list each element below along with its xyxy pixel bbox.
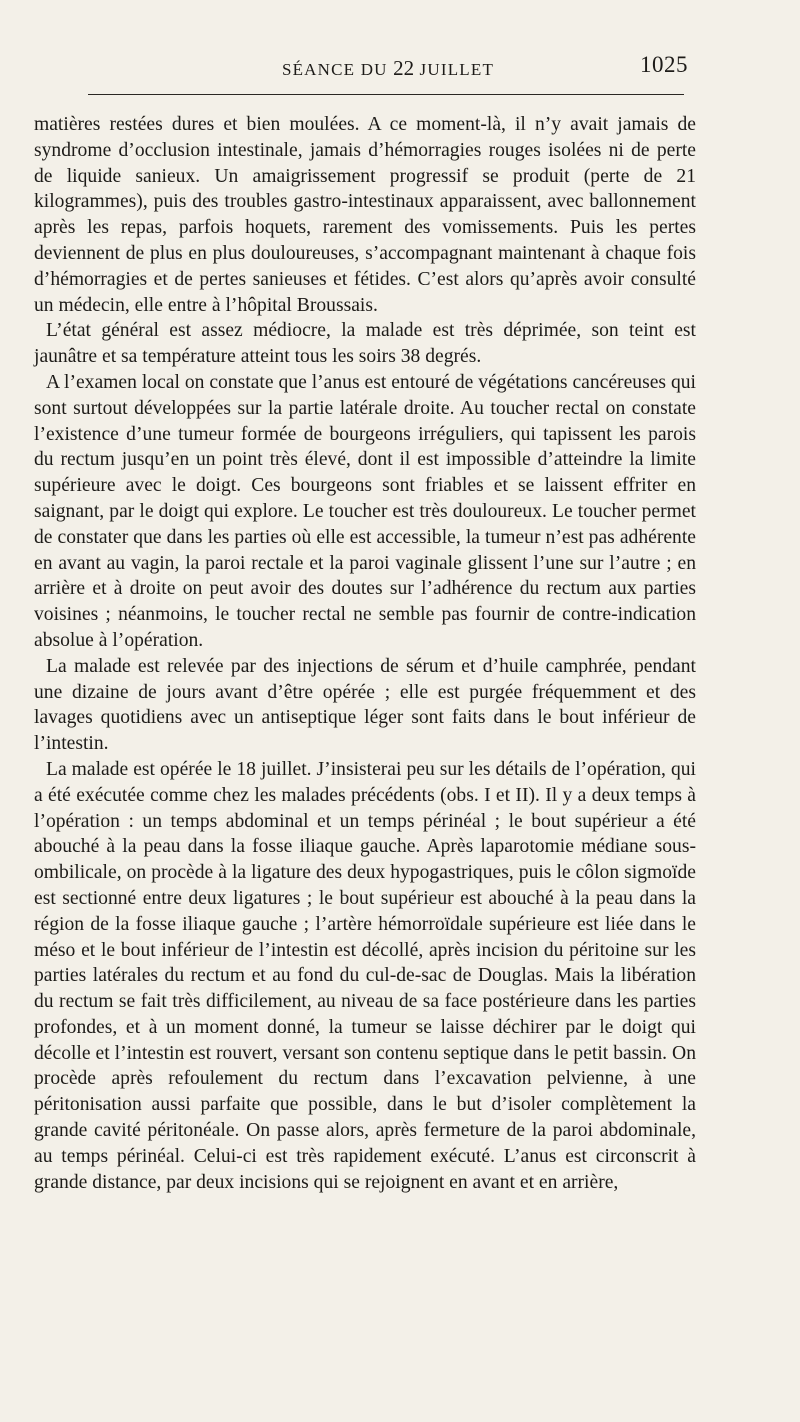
paragraph-4: La malade est relevée par des injections de sérum et d’huile camphrée, pendant une dizaine de jours avant d’être opérée ; elle est purgée fréquemment et des lavages quotidiens avec un antiseptique léger sont faits dans le bout inférieur de l’intestin. xyxy=(34,655,696,755)
title-day: 22 xyxy=(393,56,415,80)
paragraph-5: La malade est opérée le 18 juillet. J’insisterai peu sur les détails de l’opération, qui a été exécutée comme chez les malades précédents (obs. I et II). Il y a deux temps à l’opération : un temps abdominal et un temps périnéal ; le bout supérieur a été abouché à la peau dans la fosse iliaque gauche. Après laparotomie médiane sous-ombilicale, on procède à la ligature des deux hypogastriques, puis le côlon sigmoïde est sectionné entre deux ligatures ; le bout supérieur est abouché à la peau dans la région de la fosse iliaque gauche ; l’artère hémorroïdale supérieure est liée dans le méso et le bout inférieur de l’intestin est décollé, après incision du péritoine sur les parties latérales du rectum et au fond du cul-de-sac de Douglas. Mais la libération du rectum se fait très difficilement, au niveau de sa face postérieure dans les parties profondes, et à un moment donné, la tumeur se laisse déchirer par le doigt qui décolle et l’intestin est rouvert, versant son contenu septique dans le petit bassin. On procède après refoulement du rectum dans l’excavation pelvienne, à une péritonisation aussi parfaite que possible, dans le but d’isoler complètement la grande cavité péritonéale. On passe alors, après fermeture de la paroi abdominale, au temps périnéal. Celui-ci est très rapidement exécuté. L’anus est circonscrit à grande distance, par deux incisions qui se rejoignent en avant et en arrière, xyxy=(34,758,696,1193)
paragraph-3: A l’examen local on constate que l’anus est entouré de végétations cancéreuses qui sont surtout développées sur la partie latérale droite. Au toucher rectal on constate l’existence d’une tumeur formée de bourgeons irréguliers, qui tapissent les parois du rectum jusqu’en un point très élevé, dont il est impossible d’atteindre la limite supérieure avec le doigt. Ces bourgeons sont friables et se laissent effriter en saignant, par le doigt qui explore. Le toucher est très douloureux. Le toucher permet de constater que dans les parties où elle est accessible, la tumeur n’est pas adhérente en avant au vagin, la paroi rectale et la paroi vaginale glissent l’une sur l’autre ; en arrière et à droite on peut avoir des doutes sur l’adhérence du rectum aux parties voisines ; néanmoins, le toucher rectal ne semble pas fournir de contre-indication absolue à l’opération. xyxy=(34,371,696,651)
paragraph-2: L’état général est assez médiocre, la malade est très déprimée, son teint est jaunâtre et sa température atteint tous les soirs 38 degrés. xyxy=(34,320,696,368)
title-prefix: SÉANCE DU xyxy=(281,60,394,79)
title-suffix: JUILLET xyxy=(414,60,495,79)
body-text xyxy=(34,112,696,1195)
header-rule xyxy=(88,94,684,95)
running-head-title xyxy=(88,56,688,81)
running-head xyxy=(88,52,688,82)
page-number: 1025 xyxy=(640,52,688,77)
paragraph-1: matières restées dures et bien moulées. A ce moment-là, il n’y avait jamais de syndrome d’occlusion intestinale, jamais d’hémorragies rouges isolées ni de perte de liquide sanieux. Un amaigrissement progressif se produit (perte de 21 kilogrammes), puis des troubles gastro-intestinaux apparaissent, avec ballonnement après les repas, parfois hoquets, rarement des vomissements. Puis les pertes deviennent de plus en plus douloureuses, s’accompagnant maintenant à chaque fois d’hémorragies et de pertes sanieuses et fétides. C’est alors qu’après avoir consulté un médecin, elle entre à l’hôpital Broussais. xyxy=(34,114,696,316)
